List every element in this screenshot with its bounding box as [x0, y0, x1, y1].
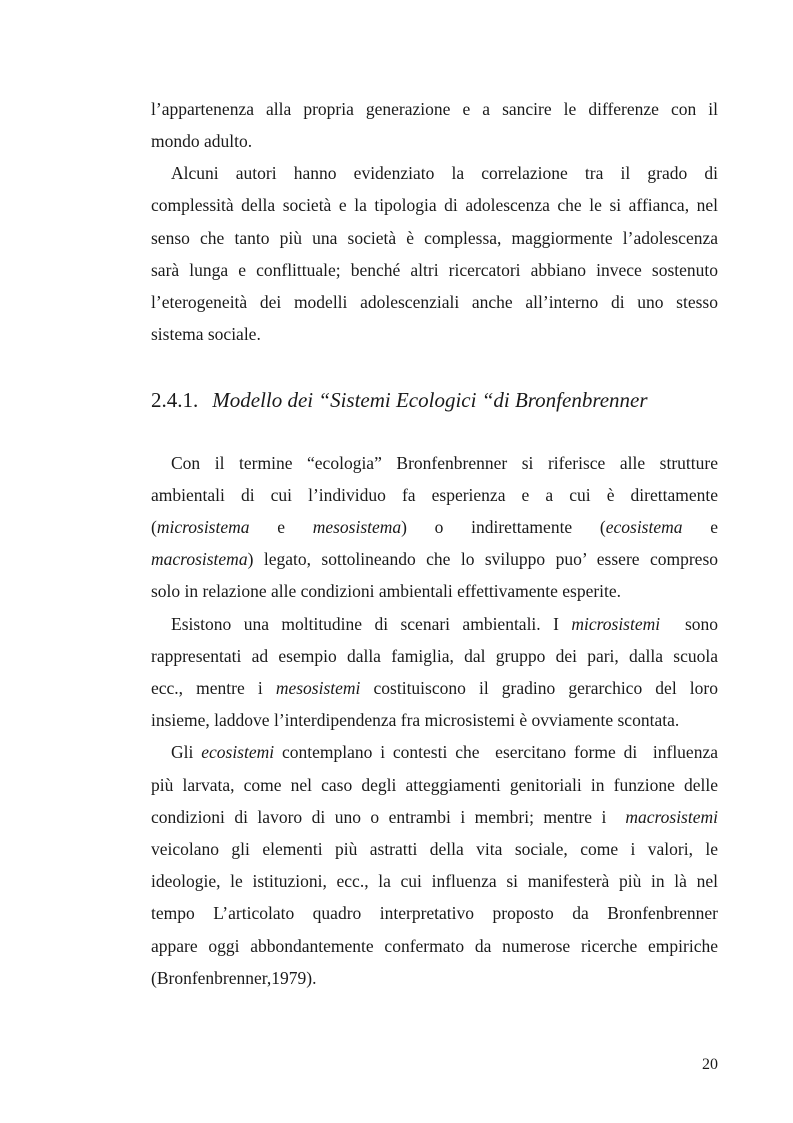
paragraph-5-line-8: (Bronfenbrenner,1979).: [151, 968, 317, 988]
paragraph-2-line-5: l’eterogeneità dei modelli adolescenziali anche all’interno di uno stesso: [151, 292, 718, 312]
paragraph-5-line-1: [171, 741, 718, 763]
paragraph-5-line-3: [151, 806, 718, 828]
paragraph-2-line-1: Alcuni autori hanno evidenziato la correlazione tra il grado di: [171, 163, 718, 183]
paragraph-5-line-4: veicolano gli elementi più astratti della vita sociale, come i valori, le: [151, 839, 718, 859]
paragraph-3-line-4: [151, 548, 718, 570]
paragraph-4-line-4: insieme, laddove l’interdipendenza fra microsistemi è ovviamente scontata.: [151, 710, 680, 730]
term-ecosistema: ecosistema: [605, 517, 683, 537]
section-heading: [151, 386, 648, 414]
paragraph-4-line-3: [151, 677, 718, 699]
paragraph-5-line-6: tempo L’articolato quadro interpretativo proposto da Bronfenbrenner: [151, 903, 718, 923]
section-number: 2.4.1.: [151, 388, 199, 412]
paragraph-3-line-1: Con il termine “ecologia” Bronfenbrenner si riferisce alle strutture: [171, 453, 718, 473]
text-run: ecc., mentre i: [151, 678, 276, 698]
paragraph-2-line-2: complessità della società e la tipologia di adolescenza che le si affianca, nel: [151, 195, 718, 215]
paragraph-2-line-6: sistema sociale.: [151, 324, 261, 344]
paragraph-3-line-5: solo in relazione alle condizioni ambientali effettivamente esperite.: [151, 581, 622, 601]
paragraph-5-line-7: appare oggi abbondantemente confermato da numerose ricerche empiriche: [151, 936, 718, 956]
text-run: condizioni di lavoro di uno o entrambi i membri; mentre i: [151, 807, 626, 827]
term-mesosistema: mesosistema: [312, 517, 402, 537]
text-run: e: [249, 517, 313, 537]
term-microsistema: microsistema: [156, 517, 250, 537]
text-run: Esistono una moltitudine di scenari ambientali. I: [171, 614, 572, 634]
text-run: e: [682, 517, 718, 537]
paragraph-3-line-3: [151, 516, 718, 538]
text-run: (: [151, 517, 157, 537]
term-ecosistemi: ecosistemi: [201, 742, 275, 762]
text-run: contemplano i contesti che esercitano forme di influenza: [274, 742, 718, 762]
paragraph-3-line-2: ambientali di cui l’individuo fa esperienza e a cui è direttamente: [151, 485, 718, 505]
section-title: Modello dei “Sistemi Ecologici “di Bronfenbrenner: [212, 388, 648, 412]
paragraph-1-line-1: l’appartenenza alla propria generazione e a sancire le differenze con il: [151, 99, 718, 119]
term-microsistemi: microsistemi: [571, 614, 661, 634]
paragraph-2-line-3: senso che tanto più una società è complessa, maggiormente l’adolescenza: [151, 228, 718, 248]
paragraph-5-line-2: più larvata, come nel caso degli atteggiamenti genitoriali in funzione delle: [151, 775, 718, 795]
paragraph-2-line-4: sarà lunga e conflittuale; benché altri ricercatori abbiano invece sostenuto: [151, 260, 718, 280]
paragraph-1-line-2: mondo adulto.: [151, 131, 253, 151]
term-mesosistemi: mesosistemi: [275, 678, 361, 698]
text-run: costituiscono il gradino gerarchico del loro: [360, 678, 718, 698]
paragraph-5-line-5: ideologie, le istituzioni, ecc., la cui influenza si manifesterà più in là nel: [151, 871, 718, 891]
term-macrosistema: macrosistema: [151, 549, 248, 569]
term-macrosistemi: macrosistemi: [625, 807, 718, 827]
page-number: 20: [702, 1056, 718, 1073]
text-run: ) o indirettamente (: [401, 517, 606, 537]
paragraph-4-line-1: [171, 613, 718, 635]
text-run: sono: [660, 614, 718, 634]
text-run: ) legato, sottolineando che lo sviluppo puo’ essere compreso: [247, 549, 718, 569]
paragraph-4-line-2: rappresentati ad esempio dalla famiglia, dal gruppo dei pari, dalla scuola: [151, 646, 718, 666]
text-run: Gli: [171, 742, 202, 762]
